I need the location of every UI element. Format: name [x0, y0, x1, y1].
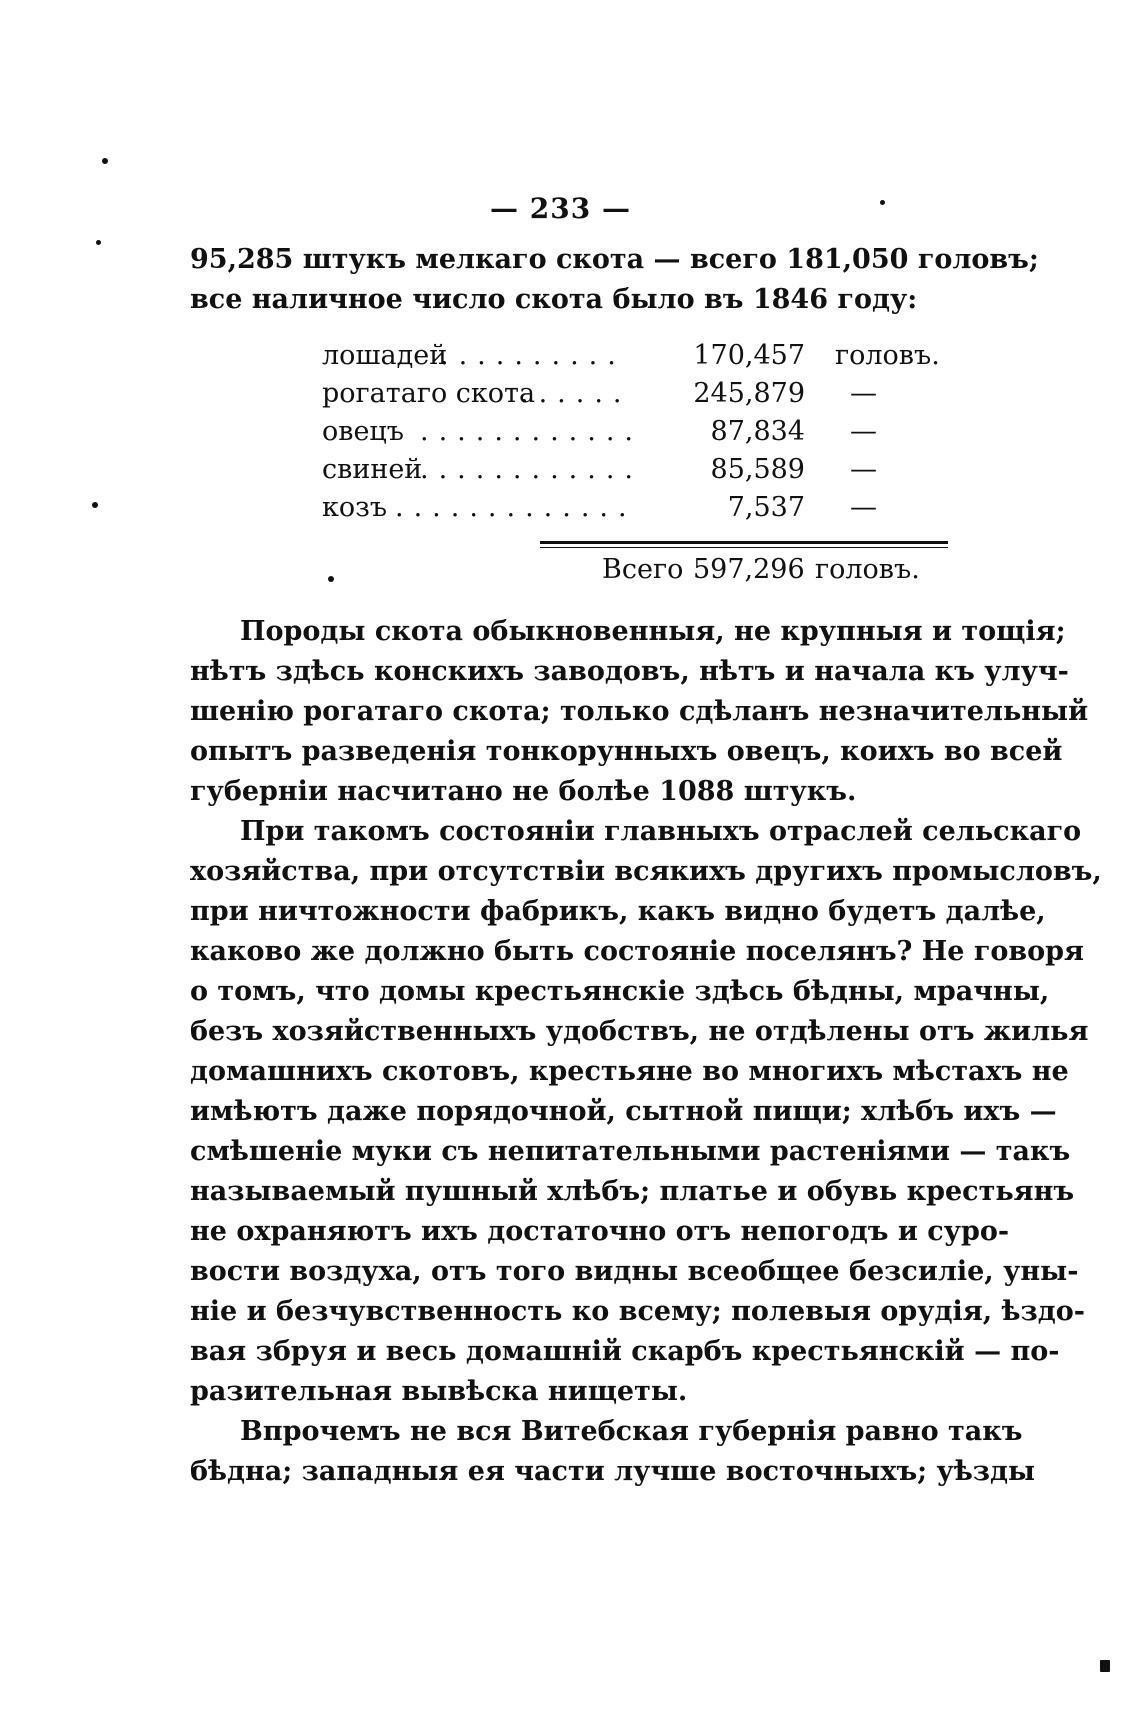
intro-line-1: 95,285 штукъ мелкаго скота — всего 181,050 головъ; [190, 244, 1039, 275]
table-cell-unit: головъ. [835, 340, 940, 371]
table-cell-name: рогатаго скота [322, 378, 536, 409]
text-line: о томъ, что домы крестьянскіе здѣсь бѣдны, мрачны, [190, 976, 1050, 1007]
table-cell-unit: — [850, 492, 877, 523]
total-rule [540, 541, 948, 544]
scan-speck [92, 502, 98, 508]
text-line: разительная вывѣска нищеты. [190, 1376, 688, 1407]
table-cell-unit: — [850, 378, 877, 409]
total-unit: головъ. [815, 554, 920, 585]
leader-dots: ............ [420, 416, 643, 447]
scan-speck [880, 200, 885, 205]
total-value: 597,296 [693, 554, 805, 585]
text-line: Породы скота обыкновенныя, не крупныя и тощія; [240, 616, 1066, 647]
text-line: имѣютъ даже порядочной, сытной пищи; хлѣбъ ихъ — [190, 1096, 1057, 1127]
text-line: шенію рогатаго скота; только сдѣланъ незначительный [190, 696, 1089, 727]
table-cell-name: козъ [322, 492, 388, 523]
text-line: хозяйства, при отсутствіи всякихъ другихъ промысловъ, [190, 856, 1102, 887]
text-line: При такомъ состояніи главныхъ отраслей сельскаго [240, 816, 1082, 847]
scan-speck [1100, 1660, 1110, 1672]
table-cell-name: свиней [322, 454, 423, 485]
scan-speck [96, 240, 101, 245]
text-line: безъ хозяйственныхъ удобствъ, не отдѣлены отъ жилья [190, 1016, 1089, 1047]
table-cell-value: 245,879 [693, 378, 805, 409]
text-line: вая збруя и весь домашній скарбъ крестьянскій — по- [190, 1336, 1060, 1367]
leader-dots: ............ [420, 454, 643, 485]
leader-dots: ............. [395, 492, 637, 523]
text-line: губерніи насчитано не болѣе 1088 штукъ. [190, 776, 857, 807]
text-line: вости воздуха, отъ того видны всеобщее безсиліе, уны- [190, 1256, 1079, 1287]
leader-dots: .......... [440, 340, 626, 371]
text-line: смѣшеніе муки съ непитательными растеніями — такъ [190, 1136, 1071, 1167]
total-rule-thin [540, 547, 948, 548]
intro-line-2: все наличное число скота было въ 1846 году: [190, 284, 918, 315]
table-cell-unit: — [850, 454, 877, 485]
scan-speck [102, 158, 108, 164]
text-line: опытъ разведенія тонкорунныхъ овецъ, коихъ во всей [190, 736, 1063, 767]
total-label: Всего [602, 554, 684, 585]
text-line: называемый пушный хлѣбъ; платье и обувь крестьянъ [190, 1176, 1075, 1207]
text-line: нѣтъ здѣсь конскихъ заводовъ, нѣтъ и начала къ улуч- [190, 656, 1069, 687]
text-line: каково же должно быть состояніе поселянъ? Не говоря [190, 936, 1084, 967]
table-cell-value: 7,537 [727, 492, 805, 523]
table-cell-name: лошадей [322, 340, 448, 371]
table-cell-value: 85,589 [710, 454, 805, 485]
table-cell-value: 170,457 [693, 340, 805, 371]
text-line: бѣдна; западныя ея части лучше восточныхъ; уѣзды [190, 1456, 1036, 1487]
leader-dots: ...... [520, 378, 632, 409]
text-line: не охраняютъ ихъ достаточно отъ непогодъ и суро- [190, 1216, 1010, 1247]
table-cell-value: 87,834 [710, 416, 805, 447]
table-cell-name: овецъ [322, 416, 404, 447]
page-number: — 233 — [490, 192, 631, 225]
text-line: домашнихъ скотовъ, крестьяне во многихъ мѣстахъ не [190, 1056, 1069, 1087]
text-line: при ничтожности фабрикъ, какъ видно будетъ далѣе, [190, 896, 1046, 927]
scan-speck [328, 576, 334, 582]
text-line: ніе и безчувственность ко всему; полевыя орудія, ѣздо- [190, 1296, 1085, 1327]
text-line: Впрочемъ не вся Витебская губернія равно такъ [240, 1416, 1023, 1447]
table-cell-unit: — [850, 416, 877, 447]
